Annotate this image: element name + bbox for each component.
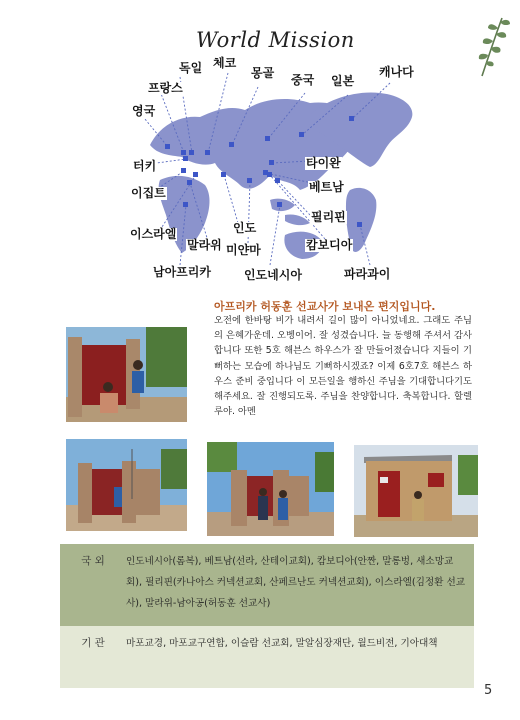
page-number: 5 xyxy=(484,683,493,698)
leaf-branch-icon xyxy=(472,14,512,80)
construction-photo-3 xyxy=(207,442,334,536)
country-label-china: 중국 xyxy=(291,73,315,87)
country-label-israel: 이스라엘 xyxy=(130,227,177,241)
country-label-indonesia: 인도네시아 xyxy=(244,268,302,282)
country-label-japan: 일본 xyxy=(331,74,355,88)
country-label-egypt: 이집트 xyxy=(131,186,166,200)
country-label-paraguay: 파라과이 xyxy=(344,267,391,281)
finished-house-photo xyxy=(354,445,478,537)
country-label-canada: 캐나다 xyxy=(379,65,414,79)
country-label-vietnam: 베트남 xyxy=(309,180,344,194)
overseas-text: 인도네시아(롬복), 베트남(선라, 산테이교회), 캄보디아(안짠, 말롱벙, 새소망교회), 필리핀(카나아스 커넥션교회, 산페르난도 커넥션교회), 이스라엘(김정환 선교사), 말라위-남아공(허동훈 선교사) xyxy=(126,556,465,609)
overseas-label: 국 외 xyxy=(81,555,105,567)
letter-title: 아프리카 허동훈 선교사가 보내온 편지입니다. xyxy=(214,300,436,313)
country-label-czech: 체코 xyxy=(213,56,237,70)
construction-photo-1 xyxy=(66,327,187,422)
country-label-mongolia: 몽골 xyxy=(251,66,275,80)
organizations-row xyxy=(60,633,474,654)
letter-body: 오전에 한바탕 비가 내려서 길이 많이 아니었네요. 그래도 주님의 은혜가운데. 오벵이어. 잘 성겼습니다. 늘 동행해 주셔서 감사합니다 또한 5호 해븐스 하우스가 잘 만들어졌습니다 지들이 기뻐하는 모습에 하나님도 기뻐하시겠죠? 이제 6호7호 해븐스 하우스 준비 중입니다 이 모든일을 행하신 주님을 기대합니다기도해주세요. 잘 진행되도록. 주님을 찬양합니다. 축복합니다. 할렐루야. 아멘 xyxy=(214,315,472,418)
construction-photo-2 xyxy=(66,439,187,531)
organizations-label: 기 관 xyxy=(81,637,105,649)
page-title: World Mission xyxy=(196,28,355,52)
country-label-taiwan: 타이완 xyxy=(306,156,341,170)
overseas-row xyxy=(60,551,474,614)
country-label-turkey: 터키 xyxy=(133,159,157,173)
country-label-india: 인도 xyxy=(233,221,257,235)
country-label-philippines: 필리핀 xyxy=(311,210,346,224)
country-label-france: 프랑스 xyxy=(148,81,183,95)
country-label-cambodia: 캄보디아 xyxy=(306,238,353,252)
country-label-south-africa: 남아프리카 xyxy=(153,265,211,279)
country-label-malawi: 말라위 xyxy=(187,238,222,252)
country-label-uk: 영국 xyxy=(132,104,156,118)
country-label-germany: 독일 xyxy=(179,61,203,75)
country-label-myanmar: 미얀마 xyxy=(226,243,261,257)
organizations-text: 마포교경, 마포교구연합, 이슬람 선교회, 말알심장재단, 월드비전, 기아대책 xyxy=(126,638,438,649)
